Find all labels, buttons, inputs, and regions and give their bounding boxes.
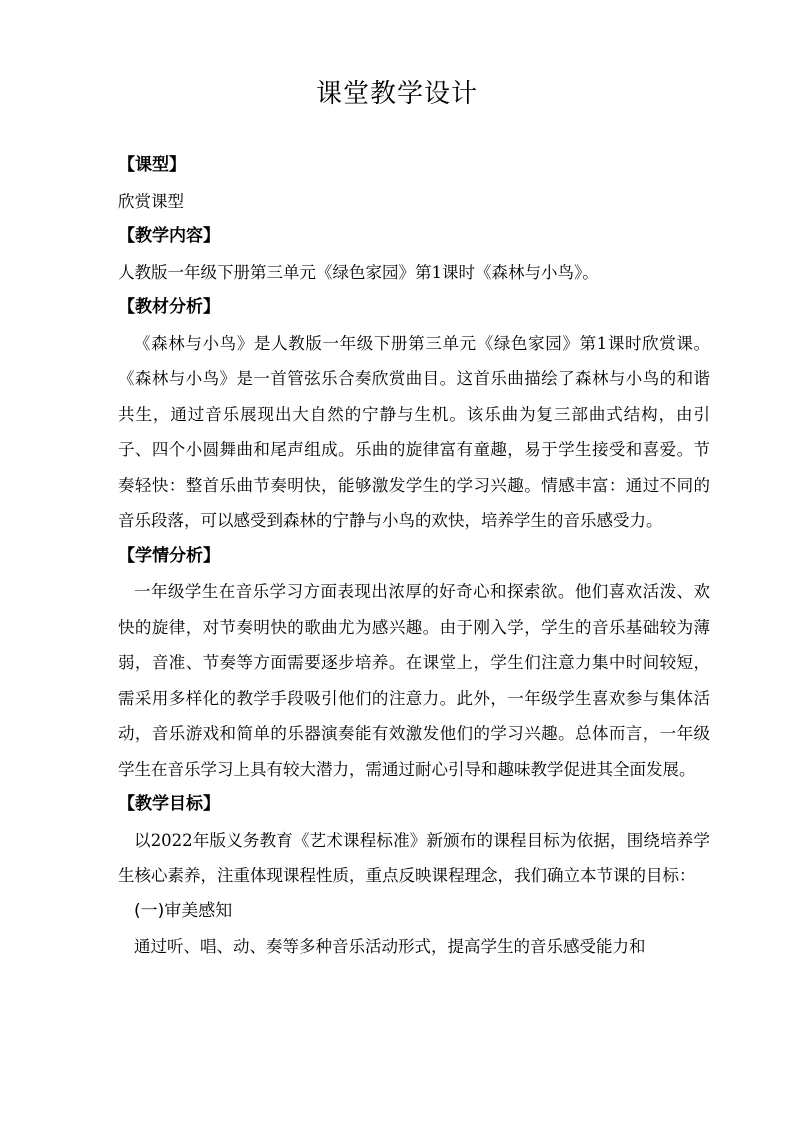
section-text-content: 人教版一年级下册第三单元《绿色家园》第1课时《森林与小鸟》。 [118, 262, 599, 282]
subsection-text-aesthetic: 通过听、唱、动、奏等多种音乐活动形式，提高学生的音乐感受能力和 [134, 937, 646, 956]
section-text-type: 欣赏课型 [118, 191, 184, 211]
document-body [118, 148, 710, 965]
document-title: 课堂教学设计 [315, 79, 478, 109]
section-heading-students: 【学情分析】 [118, 545, 220, 566]
section-heading-material: 【教材分析】 [118, 297, 220, 317]
section-heading-type: 【课型】 [118, 155, 186, 175]
section-text-material: 《森林与小鸟》是人教版一年级下册第三单元《绿色家园》第1课时欣赏课。《森林与小鸟》是一首管弦乐合奏欣赏曲目。这首乐曲描绘了森林与小鸟的和谐共生，通过音乐展现出大自然的宁静与生机。该乐曲为复三部曲式结构，由引子、四个小圆舞曲和尾声组成。乐曲的旋律富有童趣，易于学生接受和喜爱。节奏轻快：整首乐曲节奏明快，能够激发学生的学习兴趣。情感丰富：通过不同的音乐段落，可以感受到森林的宁静与小鸟的欢快，培养学生的音乐感受力。 [118, 333, 710, 530]
section-heading-goals: 【教学目标】 [118, 794, 220, 814]
section-text-students: 一年级学生在音乐学习方面表现出浓厚的好奇心和探索欲。他们喜欢活泼、欢快的旋律，对节奏明快的歌曲尤为感兴趣。由于刚入学，学生的音乐基础较为薄弱，音准、节奏等方面需要逐步培养。在课堂上，学生们注意力集中时间较短，需采用多样化的教学手段吸引他们的注意力。此外，一年级学生喜欢参与集体活动，音乐游戏和简单的乐器演奏能有效激发他们的学习兴趣。总体而言，一年级学生在音乐学习上具有较大潜力，需通过耐心引导和趣味教学促进其全面发展。 [118, 582, 710, 779]
subsection-heading-aesthetic: (一)审美感知 [134, 900, 233, 921]
section-heading-content: 【教学内容】 [118, 226, 220, 246]
section-text-goals: 以2022年版义务教育《艺术课程标准》新颁布的课程目标为依据，围绕培养学生核心素养，注重体现课程性质，重点反映课程理念，我们确立本节课的目标： [118, 830, 710, 885]
